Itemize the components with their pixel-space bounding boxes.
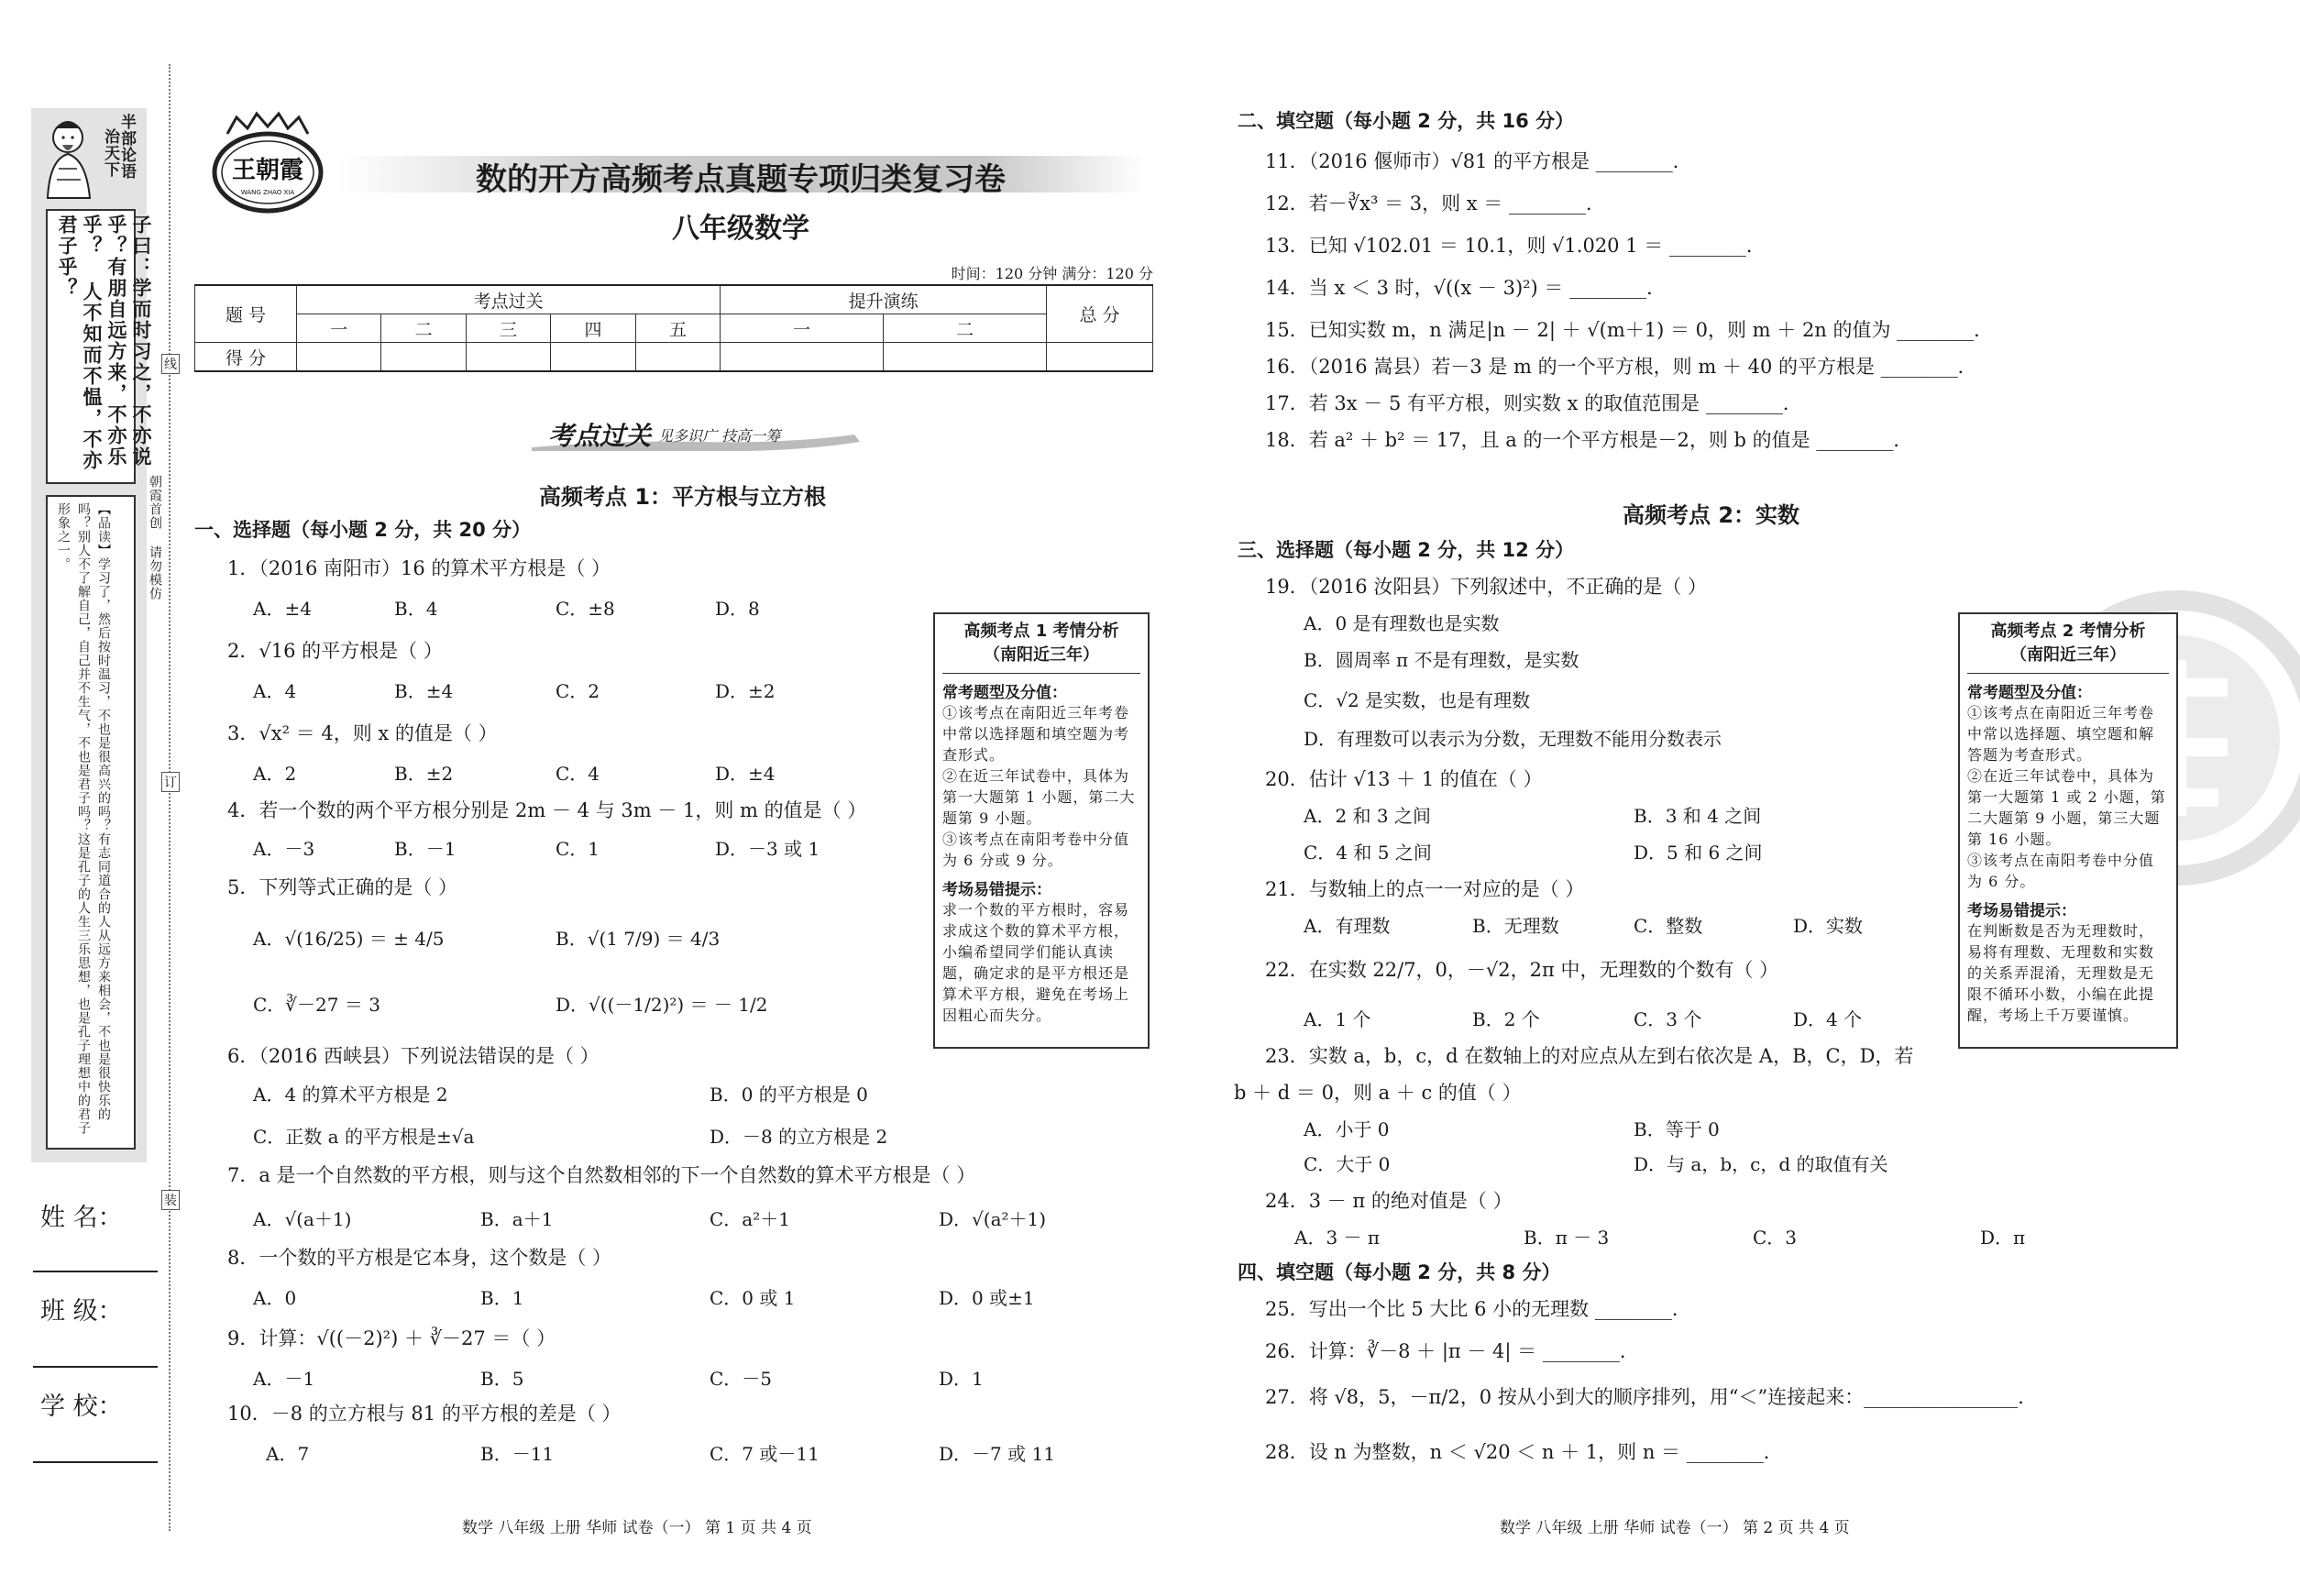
analysis-text: ①该考点在南阳近三年考卷中常以选择题、填空题和解答题为考查形式。 bbox=[1967, 704, 2155, 764]
option[interactable]: A．0 是有理数也是实数 bbox=[1304, 612, 1500, 634]
analysis-title: 高频考点 1 考情分析 bbox=[963, 622, 1119, 641]
question-23-cont: b ＋ d ＝ 0，则 a ＋ c 的值（ ） bbox=[1234, 1082, 1522, 1104]
option[interactable]: B．√(1 7/9) ＝ 4/3 bbox=[556, 928, 721, 950]
analysis-heading: 考场易错提示： bbox=[1967, 902, 2076, 920]
motto-subtitle: 治天下 bbox=[101, 128, 119, 178]
question-13: 13．已知 √102.01 ＝ 10.1，则 √1.020 1 ＝ ________． bbox=[1265, 235, 1766, 257]
cut-mark: 装 bbox=[161, 1190, 180, 1210]
option[interactable]: C．7 或－11 bbox=[710, 1443, 820, 1465]
question-4: 4．若一个数的两个平方根分别是 2m － 4 与 3m － 1，则 m 的值是（ ） bbox=[227, 799, 867, 821]
question-6: 6．（2016 西峡县）下列说法错误的是（ ） bbox=[227, 1045, 600, 1067]
option[interactable]: A．2 bbox=[253, 763, 297, 785]
logo-text: 王朝霞 bbox=[231, 157, 304, 184]
option[interactable]: A．0 bbox=[253, 1287, 297, 1309]
proverb-text bbox=[55, 215, 154, 476]
option[interactable]: B．1 bbox=[480, 1287, 524, 1309]
option[interactable]: A．2 和 3 之间 bbox=[1304, 805, 1431, 827]
option[interactable]: D．√((－1/2)²) ＝ － 1/2 bbox=[556, 994, 768, 1016]
option[interactable]: D．－8 的立方根是 2 bbox=[710, 1126, 888, 1148]
score-group-2: 提升演练 bbox=[721, 285, 1047, 314]
score-col: 五 bbox=[635, 314, 720, 343]
question-1: 1．（2016 南阳市）16 的算术平方根是（ ） bbox=[227, 557, 611, 579]
option[interactable]: C．大于 0 bbox=[1304, 1153, 1391, 1175]
confucius-illustration bbox=[35, 114, 103, 202]
question-8: 8．一个数的平方根是它本身，这个数是（ ） bbox=[227, 1247, 612, 1269]
pindu-text: 【品读】学习了，然后按时温习，不也是很高兴的吗？有志同道合的人从远方来相会，不也是很快乐的吗？别人不了解自己，自己并不生气，不也是君子吗？这是孔子的人生三乐思想，也是孔子理想中的君子形象之一。 bbox=[56, 502, 111, 1135]
analysis-subtitle: （南阳近三年） bbox=[2010, 645, 2126, 665]
score-table bbox=[194, 284, 1153, 372]
topic-heading-1: 高频考点 1：平方根与立方根 bbox=[539, 484, 827, 510]
banner-tagline: 见多识广 技高一筹 bbox=[658, 427, 781, 445]
logo-subtext: WANG ZHAO XIA bbox=[240, 189, 295, 196]
option[interactable]: A．4 的算术平方根是 2 bbox=[253, 1084, 448, 1106]
score-cell[interactable] bbox=[884, 343, 1047, 372]
option[interactable]: C．1 bbox=[556, 838, 600, 860]
analysis-text: 求一个数的平方根时，容易求成这个数的算术平方根，小编希望同学们能认真读题，确定求的是平方根还是算术平方根，避免在考场上因粗心而失分。 bbox=[942, 901, 1130, 1024]
analysis-text: ②在近三年试卷中，具体为第一大题第 1 小题，第二大题第 9 小题。 bbox=[942, 767, 1136, 827]
option[interactable]: B．a＋1 bbox=[480, 1208, 554, 1230]
question-9: 9．计算：√((－2)²) ＋ ∛－27 ＝（ ） bbox=[227, 1327, 556, 1349]
question-5: 5．下列等式正确的是（ ） bbox=[227, 876, 458, 898]
score-cell[interactable] bbox=[551, 343, 635, 372]
question-3: 3．√x² ＝ 4，则 x 的值是（ ） bbox=[227, 722, 498, 744]
analysis-title: 高频考点 2 考情分析 bbox=[1990, 622, 2146, 641]
option[interactable]: C．－5 bbox=[710, 1368, 773, 1390]
analysis-text: ①该考点在南阳近三年考卷中常以选择题和填空题为考查形式。 bbox=[942, 704, 1130, 764]
option[interactable]: C．整数 bbox=[1634, 915, 1703, 937]
topic-heading-2: 高频考点 2：实数 bbox=[1623, 502, 1800, 528]
option[interactable]: A．√(16/25) ＝ ± 4/5 bbox=[253, 928, 445, 950]
question-28: 28．设 n 为整数，n ＜ √20 ＜ n ＋ 1，则 n ＝ ________． bbox=[1265, 1441, 1783, 1463]
option[interactable]: D．4 个 bbox=[1793, 1008, 1863, 1030]
option[interactable]: C．√2 是实数，也是有理数 bbox=[1304, 689, 1531, 711]
option[interactable]: B．±4 bbox=[394, 680, 454, 702]
school-line[interactable] bbox=[33, 1461, 158, 1463]
option[interactable]: D．0 或±1 bbox=[939, 1287, 1035, 1309]
option[interactable]: D．√(a²＋1) bbox=[939, 1208, 1047, 1230]
analysis-text: ③该考点在南阳考卷中分值为 6 分或 9 分。 bbox=[942, 831, 1130, 869]
option[interactable]: D．±4 bbox=[715, 763, 776, 785]
brand-logo bbox=[200, 108, 336, 218]
option[interactable]: B．5 bbox=[480, 1368, 524, 1390]
score-row-label: 得 分 bbox=[195, 343, 297, 372]
option[interactable]: B．4 bbox=[394, 598, 438, 620]
option[interactable]: A．－3 bbox=[253, 838, 315, 860]
proverb-line: 人不知而不愠，不亦君子乎？ bbox=[56, 215, 104, 471]
option[interactable]: D．实数 bbox=[1793, 915, 1864, 937]
analysis-heading: 常考题型及分值： bbox=[1967, 684, 2092, 702]
page-footer: 数学 八年级 上册 华师 试卷（一） 第 1 页 共 4 页 bbox=[462, 1519, 812, 1537]
option[interactable]: D．π bbox=[1980, 1227, 2026, 1249]
option[interactable]: B．0 的平方根是 0 bbox=[710, 1084, 868, 1106]
option[interactable]: D．－7 或 11 bbox=[939, 1443, 1055, 1465]
class-label: 班 级： bbox=[40, 1297, 123, 1326]
question-12: 12．若－∛x³ ＝ 3，则 x ＝ ________． bbox=[1265, 193, 1605, 215]
question-19: 19．（2016 汝阳县）下列叙述中，不正确的是（ ） bbox=[1265, 576, 1708, 598]
question-21: 21．与数轴上的点一一对应的是（ ） bbox=[1265, 878, 1585, 900]
option[interactable]: A．4 bbox=[253, 680, 297, 702]
score-group-1: 考点过关 bbox=[297, 285, 721, 314]
option[interactable]: C．正数 a 的平方根是±√a bbox=[253, 1126, 475, 1148]
option[interactable]: C．2 bbox=[556, 680, 600, 702]
score-cell[interactable] bbox=[297, 343, 381, 372]
option[interactable]: B．－11 bbox=[480, 1443, 555, 1465]
option[interactable]: D．与 a，b，c，d 的取值有关 bbox=[1634, 1153, 1888, 1175]
option[interactable]: C．0 或 1 bbox=[710, 1287, 796, 1309]
analysis-subtitle: （南阳近三年） bbox=[984, 645, 1099, 665]
question-16: 16．（2016 嵩县）若－3 是 m 的一个平方根，则 m ＋ 40 的平方根是 ________． bbox=[1265, 356, 1977, 378]
question-25: 25．写出一个比 5 大比 6 小的无理数 ________． bbox=[1265, 1298, 1691, 1320]
score-col: 二 bbox=[381, 314, 466, 343]
question-2: 2．√16 的平方根是（ ） bbox=[227, 640, 443, 662]
option[interactable]: C．3 bbox=[1753, 1227, 1798, 1249]
analysis-box-1 bbox=[933, 612, 1150, 1049]
option[interactable]: A．±4 bbox=[253, 598, 312, 620]
option[interactable]: C．4 bbox=[556, 763, 600, 785]
score-col: 三 bbox=[466, 314, 550, 343]
question-15: 15．已知实数 m，n 满足|n － 2| ＋ √(m＋1) ＝ 0，则 m ＋ 2n 的值为 ________． bbox=[1265, 319, 1994, 341]
option[interactable]: B．无理数 bbox=[1472, 915, 1559, 937]
option[interactable]: A．1 个 bbox=[1304, 1008, 1371, 1030]
score-col: 一 bbox=[721, 314, 884, 343]
score-row-label: 题 号 bbox=[195, 285, 297, 343]
option[interactable]: B．π － 3 bbox=[1524, 1227, 1610, 1249]
option[interactable]: A．小于 0 bbox=[1304, 1118, 1390, 1140]
option[interactable]: C．∛－27 ＝ 3 bbox=[253, 994, 380, 1016]
proverb-line: 子曰：学而时习之，不亦说 bbox=[130, 215, 153, 468]
cut-mark: 线 bbox=[161, 354, 180, 374]
option[interactable]: A．3 － π bbox=[1294, 1227, 1381, 1249]
option[interactable]: B．2 个 bbox=[1472, 1008, 1540, 1030]
banner-title: 考点过关 bbox=[548, 421, 652, 451]
score-cell[interactable] bbox=[635, 343, 720, 372]
option[interactable]: B．－1 bbox=[394, 838, 457, 860]
option[interactable]: D．±2 bbox=[715, 680, 776, 702]
question-14: 14．当 x ＜ 3 时，√((x － 3)²) ＝ ________． bbox=[1265, 277, 1667, 299]
option[interactable]: D．8 bbox=[715, 598, 760, 620]
time-score: 时间：120 分钟 满分：120 分 bbox=[951, 265, 1153, 282]
question-17: 17．若 3x － 5 有平方根，则实数 x 的取值范围是 ________． bbox=[1265, 392, 1802, 414]
cut-mark: 订 bbox=[161, 772, 180, 792]
option[interactable]: D．有理数可以表示为分数，无理数不能用分数表示 bbox=[1304, 728, 1722, 750]
score-col: 二 bbox=[884, 314, 1047, 343]
option[interactable]: A．－1 bbox=[253, 1368, 315, 1390]
option[interactable]: C．4 和 5 之间 bbox=[1304, 842, 1432, 864]
page-title: 数的开方高频考点真题专项归类复习卷 bbox=[476, 161, 1006, 198]
option[interactable]: C．a²＋1 bbox=[710, 1208, 790, 1230]
option[interactable]: A．7 bbox=[266, 1443, 310, 1465]
option[interactable]: B．±2 bbox=[394, 763, 454, 785]
question-27: 27．将 √8，5，－π/2，0 按从小到大的顺序排列，用“＜”连接起来：________________． bbox=[1265, 1386, 2038, 1408]
section-heading: 四、填空题（每小题 2 分，共 8 分） bbox=[1238, 1261, 1561, 1283]
score-cell[interactable] bbox=[721, 343, 884, 372]
analysis-heading: 常考题型及分值： bbox=[942, 684, 1067, 702]
page-subtitle: 八年级数学 bbox=[672, 213, 809, 245]
school-label: 学 校： bbox=[40, 1392, 123, 1421]
analysis-heading: 考场易错提示： bbox=[942, 881, 1051, 899]
option[interactable]: B．等于 0 bbox=[1634, 1118, 1720, 1140]
option[interactable]: C．±8 bbox=[556, 598, 615, 620]
copyright-note: 朝霞首创 请勿模仿 bbox=[148, 475, 162, 600]
score-col: 四 bbox=[551, 314, 635, 343]
score-cell[interactable] bbox=[1047, 343, 1153, 372]
analysis-text: ③该考点在南阳考卷中分值为 6 分。 bbox=[1967, 852, 2155, 890]
section-heading: 一、选择题（每小题 2 分，共 20 分） bbox=[194, 519, 532, 541]
option[interactable]: C．3 个 bbox=[1634, 1008, 1702, 1030]
score-cell[interactable] bbox=[466, 343, 550, 372]
score-cell[interactable] bbox=[381, 343, 466, 372]
question-11: 11．（2016 偃师市）√81 的平方根是 ________． bbox=[1265, 150, 1692, 172]
page-footer: 数学 八年级 上册 华师 试卷（一） 第 2 页 共 4 页 bbox=[1500, 1519, 1850, 1537]
option[interactable]: A．有理数 bbox=[1304, 915, 1391, 937]
question-26: 26．计算：∛－8 ＋ |π － 4| ＝ ________． bbox=[1265, 1340, 1639, 1362]
question-7: 7．a 是一个自然数的平方根，则与这个自然数相邻的下一个自然数的算术平方根是（ ） bbox=[227, 1164, 976, 1186]
motto-title: 半部论语 bbox=[117, 114, 136, 180]
option[interactable]: B．圆周率 π 不是有理数，是实数 bbox=[1304, 649, 1579, 671]
option[interactable]: D．5 和 6 之间 bbox=[1634, 842, 1763, 864]
class-line[interactable] bbox=[33, 1366, 158, 1368]
option[interactable]: A．√(a＋1) bbox=[253, 1208, 352, 1230]
question-18: 18．若 a² ＋ b² ＝ 17，且 a 的一个平方根是－2，则 b 的值是 ________． bbox=[1265, 429, 1913, 451]
option[interactable]: D．－3 或 1 bbox=[715, 838, 820, 860]
question-22: 22．在实数 22/7，0，－√2，2π 中，无理数的个数有（ ） bbox=[1265, 959, 1779, 981]
cut-line bbox=[169, 64, 171, 1531]
question-10: 10．－8 的立方根与 81 的平方根的差是（ ） bbox=[227, 1403, 622, 1425]
section-heading: 二、填空题（每小题 2 分，共 16 分） bbox=[1238, 110, 1575, 132]
question-20: 20．估计 √13 ＋ 1 的值在（ ） bbox=[1265, 768, 1543, 790]
analysis-text: ②在近三年试卷中，具体为第一大题第 1 或 2 小题，第二大题第 9 小题，第三大题第 16 小题。 bbox=[1967, 767, 2166, 848]
option[interactable]: D．1 bbox=[939, 1368, 984, 1390]
score-total: 总 分 bbox=[1047, 285, 1153, 343]
analysis-box-2 bbox=[1958, 612, 2178, 1049]
option[interactable]: B．3 和 4 之间 bbox=[1634, 805, 1762, 827]
proverb-line: 乎？有朋自远方来，不亦乐乎？ bbox=[81, 215, 128, 468]
name-label: 姓 名： bbox=[40, 1204, 123, 1232]
score-col: 一 bbox=[297, 314, 381, 343]
section-heading: 三、选择题（每小题 2 分，共 12 分） bbox=[1238, 539, 1575, 561]
analysis-text: 在判断数是否为无理数时，易将有理数、无理数和实数的关系弄混淆，无理数是无限不循环小数，小编在此提醒，考场上千万要谨慎。 bbox=[1967, 922, 2155, 1024]
question-23: 23．实数 a，b，c，d 在数轴上的对应点从左到右依次是 A，B，C，D，若 bbox=[1265, 1045, 1914, 1067]
name-line[interactable] bbox=[33, 1271, 158, 1272]
question-24: 24．3 － π 的绝对值是（ ） bbox=[1265, 1190, 1513, 1212]
